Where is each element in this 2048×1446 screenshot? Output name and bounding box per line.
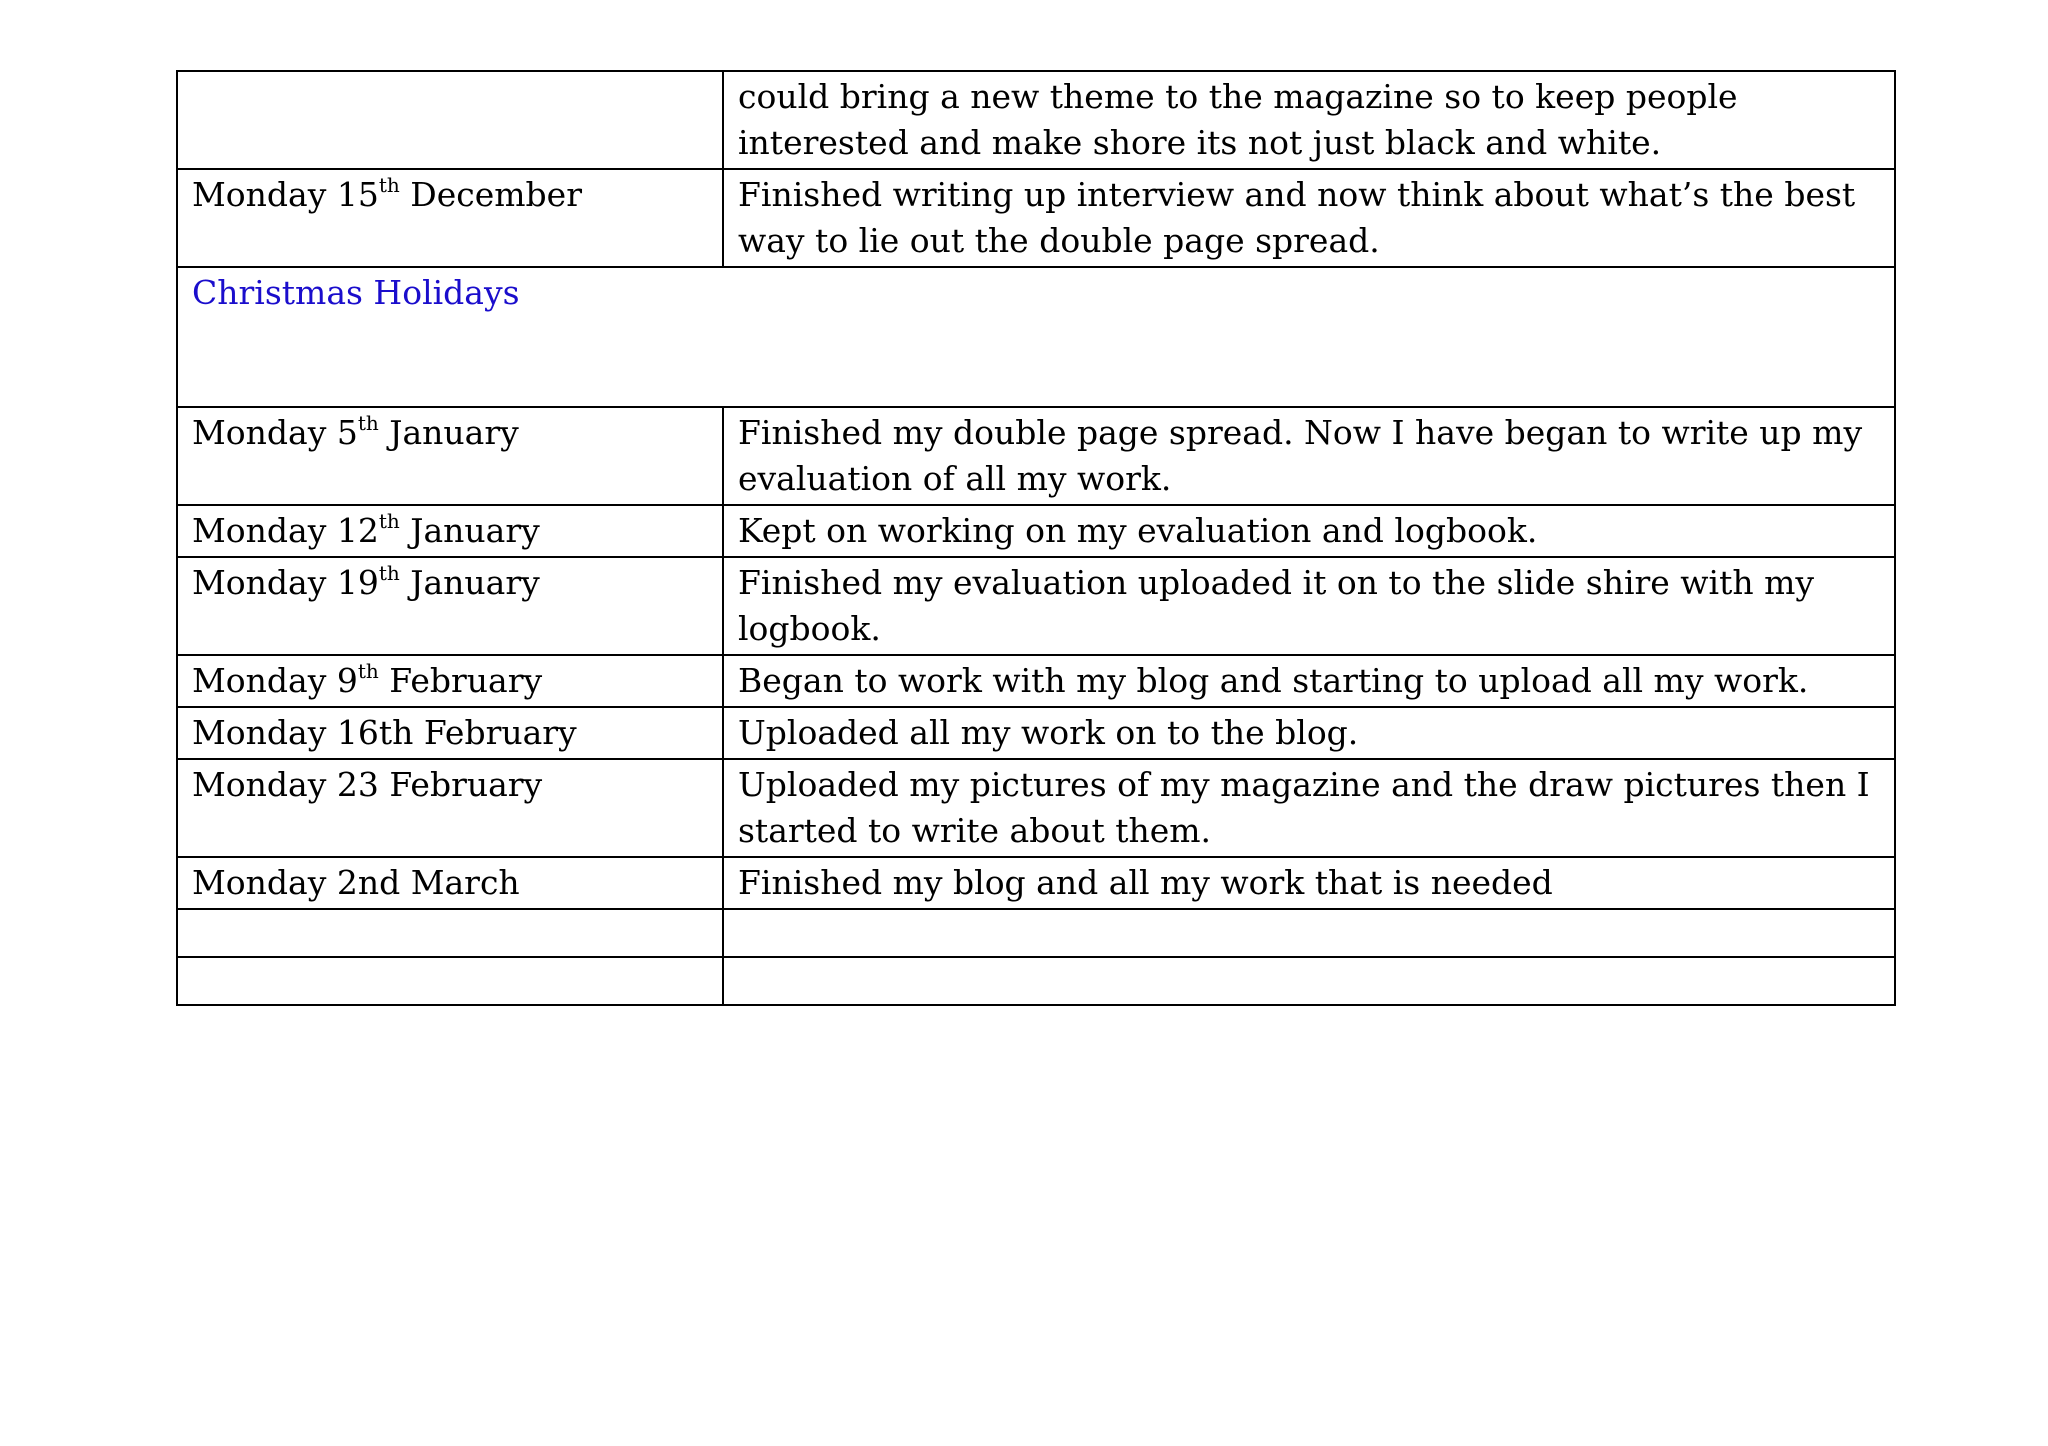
date-cell bbox=[177, 655, 723, 707]
activity-cell: Kept on working on my evaluation and logbook. bbox=[723, 505, 1895, 557]
date-text: Monday 15 bbox=[192, 175, 379, 214]
table-row bbox=[177, 759, 1895, 857]
empty-cell bbox=[723, 957, 1895, 1005]
date-cell bbox=[177, 407, 723, 505]
activity-cell: Finished writing up interview and now think about what’s the best way to lie out the double page spread. bbox=[723, 169, 1895, 267]
activity-cell: Uploaded all my work on to the blog. bbox=[723, 707, 1895, 759]
table-row bbox=[177, 169, 1895, 267]
table-row bbox=[177, 557, 1895, 655]
activity-cell: Uploaded my pictures of my magazine and the draw pictures then I started to write about them. bbox=[723, 759, 1895, 857]
date-cell bbox=[177, 169, 723, 267]
date-month: February bbox=[378, 661, 543, 700]
holiday-cell bbox=[177, 267, 1895, 407]
empty-cell bbox=[177, 957, 723, 1005]
activity-cell: Began to work with my blog and starting to upload all my work. bbox=[723, 655, 1895, 707]
empty-row bbox=[177, 909, 1895, 957]
date-ordinal: th bbox=[357, 411, 379, 435]
date-cell bbox=[177, 505, 723, 557]
holiday-row bbox=[177, 267, 1895, 407]
date-text: Monday 19 bbox=[192, 563, 379, 602]
table-row bbox=[177, 857, 1895, 909]
table-row bbox=[177, 407, 1895, 505]
date-text: Monday 9 bbox=[192, 661, 358, 700]
date-text: Monday 5 bbox=[192, 413, 358, 452]
date-cell bbox=[177, 71, 723, 169]
date-cell: Monday 16th February bbox=[177, 707, 723, 759]
table-row bbox=[177, 655, 1895, 707]
empty-cell bbox=[723, 909, 1895, 957]
table-row bbox=[177, 707, 1895, 759]
date-text: Monday 12 bbox=[192, 511, 379, 550]
date-month: January bbox=[399, 511, 540, 550]
activity-cell: could bring a new theme to the magazine so to keep people interested and make shore its not just black and white. bbox=[723, 71, 1895, 169]
table-row bbox=[177, 505, 1895, 557]
date-month: December bbox=[399, 175, 582, 214]
date-ordinal: th bbox=[357, 659, 379, 683]
activity-cell: Finished my double page spread. Now I have began to write up my evaluation of all my work. bbox=[723, 407, 1895, 505]
date-ordinal: th bbox=[378, 509, 400, 533]
table-row bbox=[177, 71, 1895, 169]
empty-cell bbox=[177, 909, 723, 957]
date-month: January bbox=[378, 413, 519, 452]
date-ordinal: th bbox=[378, 173, 400, 197]
date-cell: Monday 23 February bbox=[177, 759, 723, 857]
date-ordinal: th bbox=[378, 561, 400, 585]
date-cell bbox=[177, 557, 723, 655]
activity-cell: Finished my blog and all my work that is needed bbox=[723, 857, 1895, 909]
empty-row bbox=[177, 957, 1895, 1005]
activity-cell: Finished my evaluation uploaded it on to the slide shire with my logbook. bbox=[723, 557, 1895, 655]
holiday-heading: Christmas Holidays bbox=[192, 273, 520, 312]
date-month: January bbox=[399, 563, 540, 602]
logbook-table bbox=[176, 70, 1896, 1006]
date-cell: Monday 2nd March bbox=[177, 857, 723, 909]
